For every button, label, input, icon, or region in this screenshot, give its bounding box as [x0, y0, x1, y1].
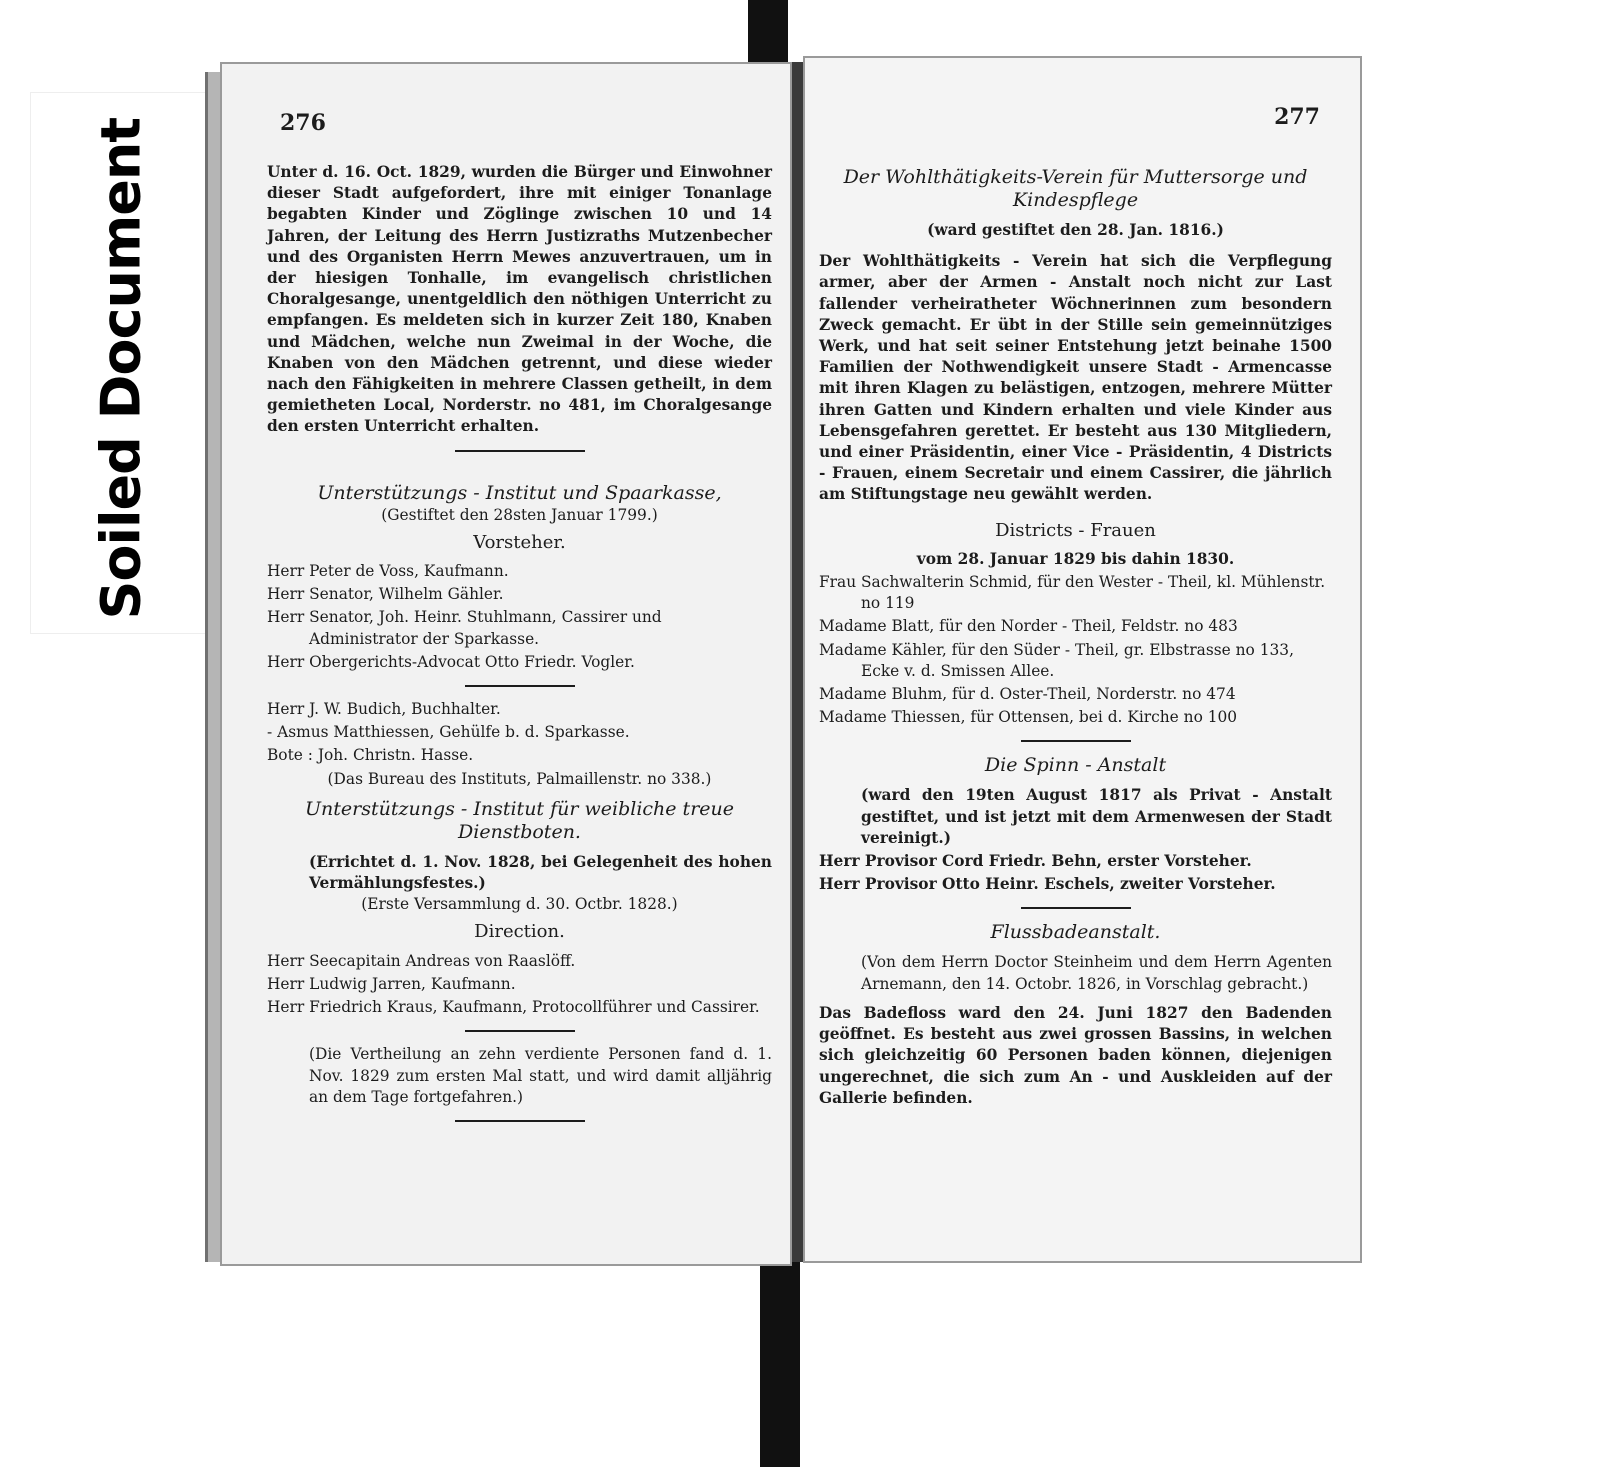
divider — [455, 450, 585, 452]
page-number: 277 — [1274, 104, 1320, 130]
divider — [1021, 740, 1131, 742]
founding-note: (ward gestiftet den 28. Jan. 1816.) — [927, 221, 1224, 239]
divider — [465, 1030, 575, 1032]
section-title: Unterstützungs - Institut für weibliche treue — [304, 797, 734, 820]
distribution-note: (Die Vertheilung an zehn verdiente Personen fand d. 1. Nov. 1829 zum ersten Mal statt, und wird damit alljährig an dem Tage fortgefahren.) — [309, 1045, 772, 1106]
book-gutter — [788, 62, 806, 1262]
page-number: 276 — [280, 110, 326, 136]
member-list — [819, 851, 1332, 895]
list-item: Herr Seecapitain Andreas von Raaslöff. — [267, 951, 576, 970]
left-page-content — [267, 162, 772, 1134]
document-label-tab — [30, 92, 206, 634]
list-item: Herr Obergerichts-Advocat Otto Friedr. Vogler. — [267, 652, 635, 671]
list-item: Herr Provisor Cord Friedr. Behn, erster Vorsteher. — [819, 852, 1252, 871]
divider — [465, 685, 575, 687]
book-spine-top — [748, 0, 788, 62]
divider — [455, 1120, 585, 1122]
section-title: Unterstützungs - Institut und Spaarkasse, — [317, 481, 722, 504]
list-item: - Asmus Matthiessen, Gehülfe b. d. Sparkasse. — [267, 723, 630, 742]
list-item: Madame Bluhm, für d. Oster-Theil, Norderstr. no 474 — [819, 685, 1236, 704]
section-title: Der Wohlthätigkeits-Verein für Muttersorge und Kindespflege — [843, 166, 1308, 211]
list-item: Herr J. W. Budich, Buchhalter. — [267, 700, 501, 719]
list-item: Herr Senator, Joh. Heinr. Stuhlmann, Cassirer und Administrator der Sparkasse. — [267, 608, 662, 648]
founding-note: (Gestiftet den 28sten Januar 1799.) — [381, 505, 658, 524]
member-list — [267, 951, 772, 1019]
list-item: Herr Peter de Voss, Kaufmann. — [267, 562, 509, 581]
section-subheading: Vorsteher. — [473, 531, 566, 553]
member-list — [819, 572, 1332, 728]
intro-paragraph: Unter d. 16. Oct. 1829, wurden die Bürger und Einwohner dieser Stadt aufgefordert, ihre mit einiger Tonanlage begabten Kinder und Zöglinge zwischen 10 und 14 Jahren, der Leitung des Herrn Justizraths Mutzenbecher und des Organisten Herrn Mewes anzuvertrauen, um in der hiesigen Tonhalle, im evangelisch christlichen Choralgesange, unentgeldlich den nöthigen Unterricht zu empfangen. Es meldeten sich in kurzer Zeit 180, Knaben und Mädchen, welche nun Zweimal in der Woche, die Knaben von den Mädchen getrennt, und diese wieder nach den Fähigkeiten in mehrere Classen getheilt, in dem gemietheten Local, Norderstr. no 481, im Choralgesange den ersten Unterricht erhalten. — [267, 163, 772, 436]
section-body: Das Badefloss ward den 24. Juni 1827 den Badenden geöffnet. Es besteht aus zwei grossen Bassins, in welchen sich gleichzeitig 60 Personen baden können, diejenigen ungerechnet, die sich zum An - und Auskleiden auf der Gallerie befinden. — [819, 1003, 1332, 1107]
book-spine-bottom — [760, 1260, 800, 1467]
bureau-note: (Das Bureau des Instituts, Palmaillenstr. no 338.) — [327, 769, 712, 788]
list-item: Frau Sachwalterin Schmid, für den Wester - Theil, kl. Mühlenstr. no 119 — [819, 573, 1326, 613]
founding-note: (Von dem Herrn Doctor Steinheim und dem Herrn Agenten Arnemann, den 14. Octobr. 1826, in Vorschlag gebracht.) — [861, 953, 1332, 993]
list-item: Madame Kähler, für den Süder - Theil, gr. Elbstrasse no 133, Ecke v. d. Smissen Allee. — [819, 640, 1294, 680]
list-item: Herr Provisor Otto Heinr. Eschels, zweiter Vorsteher. — [819, 875, 1276, 894]
left-page — [222, 64, 790, 1264]
member-list — [267, 561, 772, 673]
document-label: Soiled Document — [89, 117, 153, 620]
section-subheading: Direction. — [474, 921, 565, 943]
list-item: Herr Ludwig Jarren, Kaufmann. — [267, 974, 516, 993]
list-item: Herr Senator, Wilhelm Gähler. — [267, 585, 504, 604]
meeting-note: (Erste Versammlung d. 30. Octbr. 1828.) — [361, 895, 678, 914]
right-page — [805, 58, 1360, 1261]
list-item: Madame Blatt, für den Norder - Theil, Feldstr. no 483 — [819, 617, 1238, 636]
list-item: Madame Thiessen, für Ottensen, bei d. Kirche no 100 — [819, 708, 1238, 727]
list-item: Bote : Joh. Christn. Hasse. — [267, 746, 474, 765]
section-title-continued: Dienstboten. — [458, 820, 581, 843]
section-title: Districts - Frauen — [995, 519, 1156, 541]
section-body: Der Wohlthätigkeits - Verein hat sich die Verpflegung armer, aber der Armen - Anstalt noch nicht zur Last fallender verheiratheter Wöchnerinnen zum besondern Zweck gemacht. Er übt in der Stille sein gemeinnütziges Werk, und hat seit seiner Entstehung jetzt beinahe 1500 Familien der Nothwendigkeit unsere Stadt - Armencasse mit ihren Klagen zu belästigen, entzogen, mehrere Mütter ihren Gatten und Kindern erhalten und viele Kinder aus Lebensgefahren gerettet. Er besteht aus 130 Mitgliedern, und einer Präsidentin, einer Vice - Präsidentin, 4 Districts - Frauen, einem Secretair und einem Cassirer, die jährlich am Stiftungstage neu gewählt werden. — [819, 252, 1332, 504]
founding-note: (ward den 19ten August 1817 als Privat - Anstalt gestiftet, und ist jetzt mit dem Armenwesen der Stadt vereinigt.) — [861, 786, 1332, 847]
divider — [1021, 907, 1131, 909]
list-item: Herr Friedrich Kraus, Kaufmann, Protocollführer und Cassirer. — [267, 998, 760, 1017]
section-title: Flussbadeanstalt. — [990, 921, 1161, 944]
founding-note: (Errichtet d. 1. Nov. 1828, bei Gelegenheit des hohen Vermählungsfestes.) — [309, 852, 772, 893]
staff-list — [267, 699, 772, 767]
section-title: Die Spinn - Anstalt — [984, 754, 1167, 777]
period-note: vom 28. Januar 1829 bis dahin 1830. — [916, 549, 1235, 568]
right-page-content — [819, 166, 1332, 1109]
